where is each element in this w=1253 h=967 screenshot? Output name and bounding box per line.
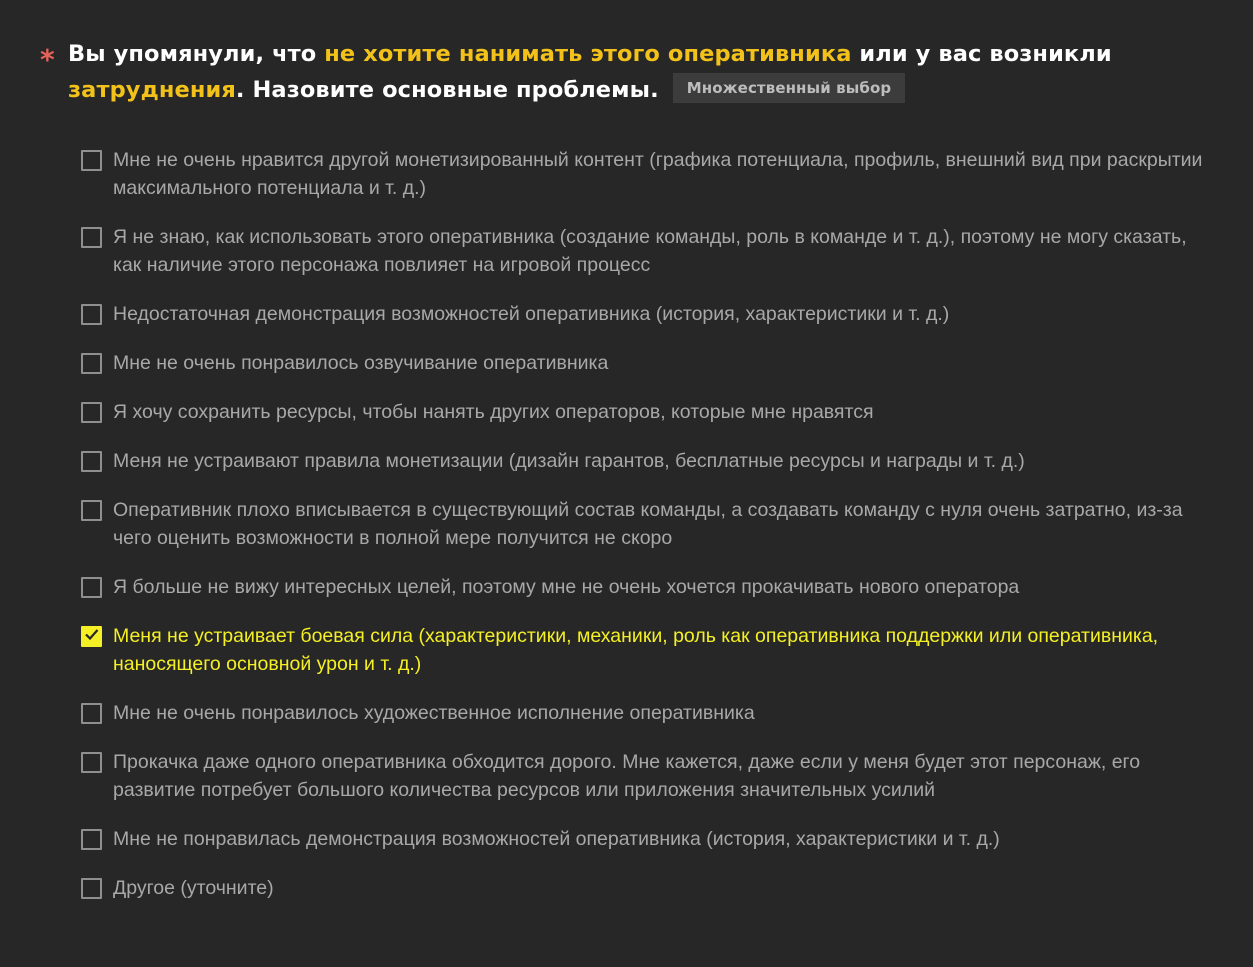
option-item[interactable] [81,447,1211,475]
question-type-badge: Множественный выбор [673,73,905,103]
option-item[interactable] [81,622,1211,678]
option-item[interactable] [81,349,1211,377]
option-item[interactable] [81,300,1211,328]
option-item[interactable] [81,748,1211,804]
option-label: Прокачка даже одного оперативника обходится дорого. Мне кажется, даже если у меня будет этот персонаж, его развитие потребует большого количества ресурсов или приложения значительных усилий [113,751,1141,801]
checkbox[interactable] [81,150,102,171]
checkbox[interactable] [81,451,102,472]
question-block [38,36,1218,108]
options-list [81,146,1211,923]
checkbox[interactable] [81,227,102,248]
question-title [68,36,1218,108]
question-highlight-2: затруднения [68,77,236,103]
checkbox[interactable] [81,353,102,374]
option-item[interactable] [81,825,1211,853]
option-label: Другое (уточните) [113,877,274,899]
option-item[interactable] [81,874,1211,902]
checkbox[interactable] [81,626,102,647]
question-text-part2: или у вас возникли [851,41,1112,67]
checkbox[interactable] [81,829,102,850]
option-label: Мне не очень понравилось озвучивание оперативника [113,352,609,374]
option-label: Я не знаю, как использовать этого оперативника (создание команды, роль в команде и т. д.), поэтому не могу сказать, как наличие этого персонажа повлияет на игровой процесс [113,226,1187,276]
option-label: Недостаточная демонстрация возможностей оперативника (история, характеристики и т. д.) [113,303,950,325]
option-item[interactable] [81,146,1211,202]
checkbox[interactable] [81,752,102,773]
checkmark-icon [84,627,99,642]
option-label: Я хочу сохранить ресурсы, чтобы нанять других операторов, которые мне нравятся [113,401,874,423]
question-text-part3: . Назовите основные проблемы. [235,77,659,103]
option-item[interactable] [81,496,1211,552]
checkbox[interactable] [81,878,102,899]
option-item[interactable] [81,573,1211,601]
option-item[interactable] [81,398,1211,426]
checkbox[interactable] [81,577,102,598]
required-marker: * [40,43,55,76]
option-label: Мне не понравилась демонстрация возможностей оперативника (история, характеристики и т. д.) [113,828,1000,850]
checkbox[interactable] [81,500,102,521]
option-item[interactable] [81,699,1211,727]
option-label: Мне не очень понравилось художественное исполнение оперативника [113,702,755,724]
checkbox[interactable] [81,703,102,724]
checkbox[interactable] [81,402,102,423]
option-label: Мне не очень нравится другой монетизированный контент (графика потенциала, профиль, внешний вид при раскрытии максимального потенциала и т. д.) [113,149,1203,199]
checkbox[interactable] [81,304,102,325]
option-label: Оперативник плохо вписывается в существующий состав команды, а создавать команду с нуля очень затратно, из-за чего оценить возможности в полной мере получится не скоро [113,499,1183,549]
question-highlight-1: не хотите нанимать этого оперативника [324,41,852,67]
option-label: Меня не устраивает боевая сила (характеристики, механики, роль как оперативника поддержки или оперативника, наносящего основной урон и т. д.) [113,625,1159,675]
option-item[interactable] [81,223,1211,279]
option-label: Я больше не вижу интересных целей, поэтому мне не очень хочется прокачивать нового оператора [113,576,1020,598]
option-label: Меня не устраивают правила монетизации (дизайн гарантов, бесплатные ресурсы и награды и т. д.) [113,450,1025,472]
question-text-part1: Вы упомянули, что [68,41,325,67]
